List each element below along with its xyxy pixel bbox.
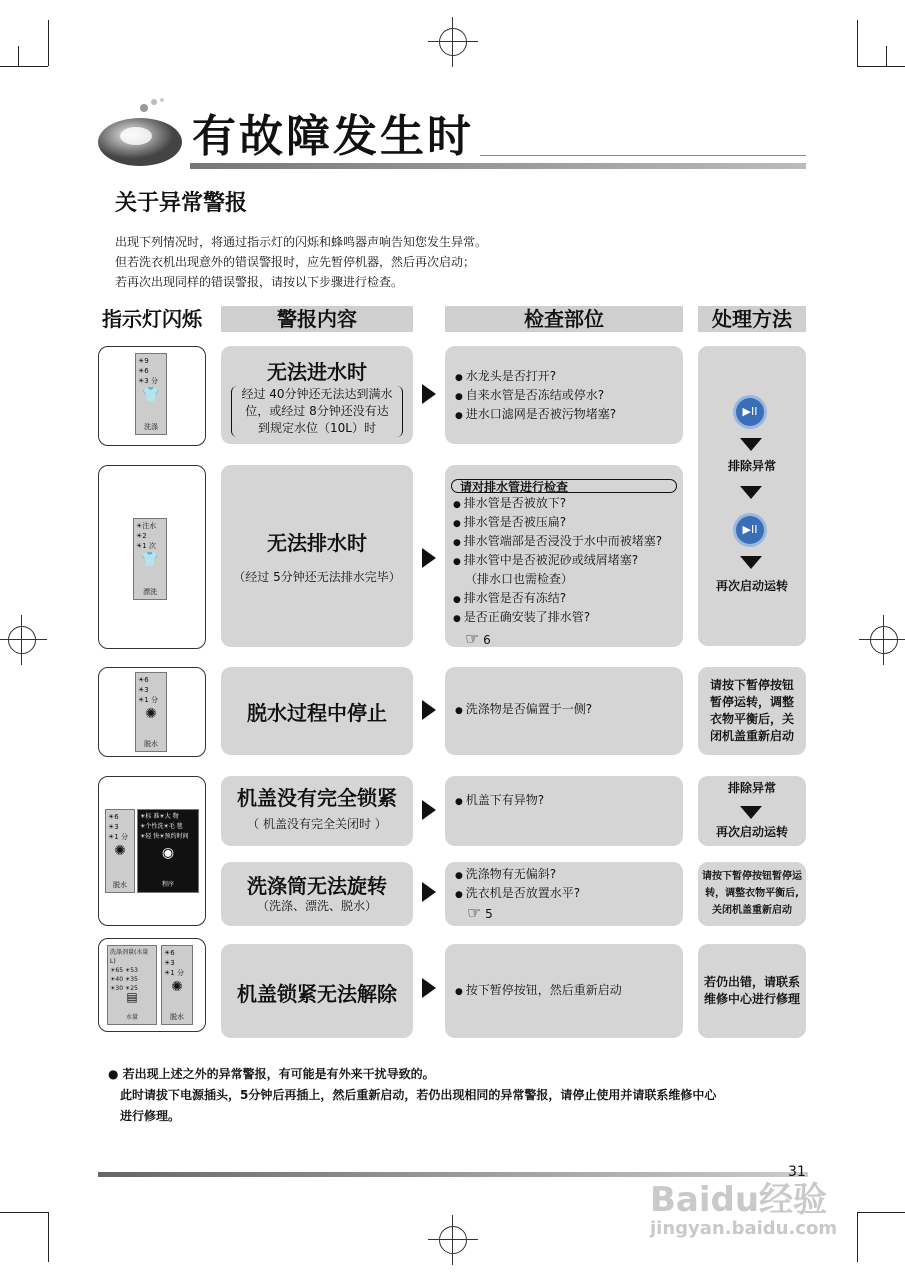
- check-list: ● 按下暂停按钮，然后重新启动: [455, 982, 622, 1001]
- registration-mark-top: [439, 28, 467, 56]
- check-list: ● 排水管是否被放下? ● 排水管是否被压扁? ● 排水管端部是否浸没于水中而被堵塞? ● 排水管中是否被泥砂或绒屑堵塞? （排水口也需检查） ● 排水管是否有冻结? ● 是否正确安装了排水管? ☞ 6: [453, 495, 662, 651]
- check-list: ● 水龙头是否打开? ● 自来水管是否冻结或停水? ● 进水口滤网是否被污物堵塞?: [455, 368, 616, 425]
- check-list: ● 机盖下有异物?: [455, 792, 544, 811]
- spin-icon: ✺: [171, 979, 183, 995]
- indicator-box-2: [98, 465, 206, 649]
- alarm-title: 机盖锁紧无法解除: [237, 982, 397, 1006]
- title-rule-thin: [480, 155, 806, 156]
- alarm-detail: （ 机盖没有完全关闭时 ）: [247, 817, 387, 831]
- action-panel-6: [698, 944, 806, 1038]
- arrow-right-icon: [422, 800, 436, 820]
- arrow-down-icon: [740, 438, 762, 451]
- alarm-title: 机盖没有完全锁紧: [237, 786, 397, 810]
- arrow-down-icon: [740, 556, 762, 569]
- action-restart: 再次启动运转: [715, 579, 788, 593]
- registration-mark-left: [8, 626, 36, 654]
- arrow-down-icon: [740, 806, 762, 819]
- indicator-box-3: [98, 667, 206, 757]
- alarm-title: 无法排水时: [267, 531, 367, 555]
- check-drain-heading: 请对排水管进行检查: [451, 479, 677, 493]
- watermark-brand: Baidu经验: [650, 1180, 828, 1220]
- water-level-icon: ▤: [126, 990, 138, 1004]
- arrow-right-icon: [422, 978, 436, 998]
- check-list: ● 洗涤物有无偏斜? ● 洗衣机是否放置水平? ☞ 5: [455, 866, 580, 925]
- bubble-logo-icon: [96, 96, 188, 168]
- footer-note: ● 若出现上述之外的异常警报，有可能是有外来干扰导致的。 此时请拔下电源插头，5分钟后再插上，然后重新启动，若仍出现相同的异常警报，请停止使用并请联系维修中心 进行修理。: [108, 1067, 717, 1123]
- indicator-panel-water: 洗涤剂量(水量L) ☀65 ☀53 ☀40 ☀35 ☀30 ☀25 ▤ 水量: [107, 945, 157, 1025]
- action-panel-1: [698, 346, 806, 646]
- alarm-panel-2: [221, 465, 413, 647]
- pause-play-icon: ▶II: [736, 516, 764, 544]
- action-balance: 请按下暂停按钮暂停运 转，调整衣物平衡后, 关闭机盖重新启动: [702, 871, 802, 916]
- indicator-panel-spin: ☀6 ☀3 ☀1 分 ✺ 脱水: [105, 809, 135, 893]
- indicator-box-5: [98, 938, 206, 1032]
- action-clear: 排除异常: [727, 781, 776, 795]
- action-balance: 请按下暂停按钮 暂停运转，调整 衣物平衡后，关 闭机盖重新启动: [709, 678, 794, 743]
- alarm-panel-3: [221, 667, 413, 755]
- indicator-box-1: [98, 346, 206, 446]
- alarm-panel-5: [221, 862, 413, 926]
- action-panel-3: [698, 667, 806, 755]
- check-list: ● 洗涤物是否偏置于一侧?: [455, 701, 592, 720]
- bullet-icon: ●: [108, 1067, 123, 1081]
- alarm-title: 脱水过程中停止: [247, 701, 387, 725]
- intro-text: 出现下列情况时，将通过指示灯的闪烁和蜂鸣器声响告知您发生异常。 但若洗衣机出现意外的错误警报时，应先暂停机器，然后再次启动； 若再次出现同样的错误警报，请按以下步骤进行检查。: [115, 235, 488, 289]
- action-panel-5: [698, 862, 806, 926]
- indicator-panel: ☀注水 ☀2 ☀1 次 👕 漂洗: [133, 518, 167, 600]
- action-panel-4: [698, 776, 806, 846]
- header-light: 指示灯闪烁: [102, 307, 202, 331]
- check-panel-2: [445, 465, 683, 647]
- indicator-box-4: [98, 776, 206, 926]
- action-clear: 排除异常: [727, 459, 776, 473]
- pointing-hand-icon: ☞: [467, 903, 482, 922]
- header-content: 警报内容: [221, 306, 413, 332]
- registration-mark-right: [870, 626, 898, 654]
- header-action: 处理方法: [698, 306, 806, 332]
- alarm-panel-6: [221, 944, 413, 1038]
- arrow-down-icon: [740, 486, 762, 499]
- alarm-panel-4: [221, 776, 413, 846]
- section-title: 关于异常警报: [115, 191, 248, 216]
- arrow-right-icon: [422, 384, 436, 404]
- registration-mark-bottom: [439, 1226, 467, 1254]
- title-rule: [190, 163, 806, 169]
- check-panel-4: [445, 776, 683, 846]
- shirt-icon: 👕: [141, 552, 159, 568]
- arrow-right-icon: [422, 548, 436, 568]
- header-check: 检查部位: [445, 306, 683, 332]
- indicator-panel: ☀9 ☀6 ☀3 分 👕 洗涤: [135, 353, 167, 435]
- arrow-right-icon: [422, 882, 436, 902]
- spin-icon: ✺: [145, 706, 157, 722]
- alarm-detail: 经过 40分钟还无法达到满水 位，或经过 8分钟还没有达 到规定水位（10L）时: [231, 386, 403, 437]
- page-number: 31: [788, 1164, 806, 1180]
- alarm-detail: （经过 5分钟还无法排水完毕）: [233, 570, 401, 584]
- alarm-panel-1: [221, 346, 413, 444]
- check-panel-1: [445, 346, 683, 444]
- action-restart: 再次启动运转: [715, 825, 788, 839]
- alarm-title: 无法进水时: [267, 360, 367, 384]
- page-title: 有故障发生时: [192, 111, 474, 162]
- indicator-panel-spin: ☀6 ☀3 ☀1 分 ✺ 脱水: [161, 945, 193, 1025]
- shirt-icon: 👕: [142, 387, 160, 403]
- pointing-hand-icon: ☞: [465, 629, 480, 648]
- program-dial-icon: ◉: [161, 845, 175, 861]
- check-panel-5: [445, 862, 683, 926]
- watermark-url: jingyan.baidu.com: [650, 1218, 838, 1239]
- alarm-detail: （洗涤、漂洗、脱水）: [256, 899, 377, 913]
- check-panel-3: [445, 667, 683, 755]
- indicator-panel: ☀6 ☀3 ☀1 分 ✺ 脱水: [135, 672, 167, 752]
- arrow-right-icon: [422, 700, 436, 720]
- spin-icon: ✺: [114, 843, 126, 859]
- check-panel-6: [445, 944, 683, 1038]
- action-service: 若仍出错，请联系 维修中心进行修理: [703, 975, 800, 1006]
- pause-play-icon: ▶II: [736, 398, 764, 426]
- indicator-panel-program: ☀标 准☀大 物 ☀个性洗☀毛 毯 ☀轻 快☀预约时间 ◉ 程序: [137, 809, 199, 893]
- alarm-title: 洗涤筒无法旋转: [247, 874, 387, 898]
